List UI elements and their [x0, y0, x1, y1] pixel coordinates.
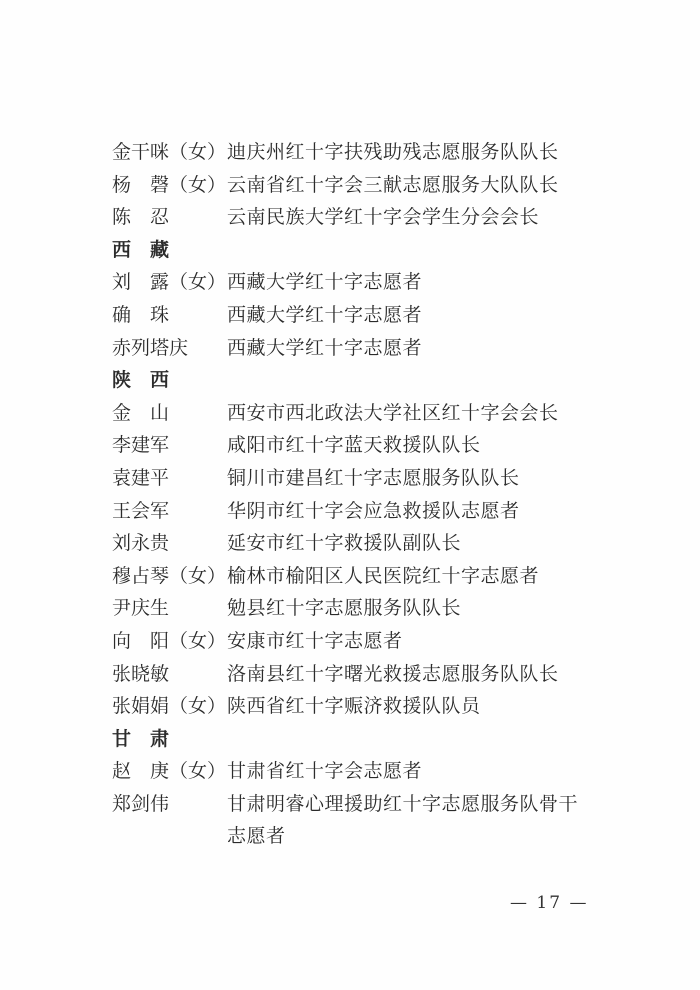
volunteer-name: 陈 忍: [112, 206, 170, 229]
volunteer-name: 金 山: [112, 401, 170, 424]
list-item: [112, 266, 592, 299]
volunteer-name: 刘永贵: [112, 532, 170, 555]
list-item: [112, 332, 592, 365]
volunteer-role: 西藏大学红十字志愿者: [227, 271, 423, 294]
list-item: [112, 690, 592, 723]
volunteer-name: 刘 露（女）: [112, 271, 227, 294]
volunteer-role: 铜川市建昌红十字志愿服务队队长: [227, 466, 520, 489]
list-item: [112, 755, 592, 788]
volunteer-name: 张晓敏: [112, 662, 170, 685]
volunteer-name: 穆占琴（女）: [112, 564, 227, 587]
volunteer-role: 勉县红十字志愿服务队队长: [227, 597, 462, 620]
list-item: [112, 560, 592, 593]
list-item: [112, 495, 592, 528]
volunteer-name: 赵 庚（女）: [112, 760, 227, 783]
volunteer-role: 咸阳市红十字蓝天救援队队长: [227, 434, 481, 457]
list-item: [112, 201, 592, 234]
volunteer-role: 榆林市榆阳区人民医院红十字志愿者: [227, 564, 540, 587]
volunteer-role: 西安市西北政法大学社区红十字会会长: [227, 401, 559, 424]
list-item: [112, 658, 592, 691]
list-item: [112, 169, 592, 202]
volunteer-role: 洛南县红十字曙光救援志愿服务队队长: [227, 662, 559, 685]
volunteer-list: [112, 136, 592, 853]
volunteer-name: 尹庆生: [112, 597, 170, 620]
volunteer-name: 确 珠: [112, 303, 170, 326]
volunteer-name: 张娟娟（女）: [112, 695, 227, 718]
list-item: [112, 136, 592, 169]
page-number: — 17 —: [510, 893, 589, 913]
list-item: [112, 429, 592, 462]
volunteer-name: 袁建平: [112, 466, 170, 489]
volunteer-name: 杨 磬（女）: [112, 173, 227, 196]
volunteer-role: 云南民族大学红十字会学生分会会长: [227, 206, 540, 229]
list-item: [112, 527, 592, 560]
volunteer-role: 云南省红十字会三献志愿服务大队队长: [227, 173, 559, 196]
region-heading: 甘 肃: [112, 727, 170, 750]
volunteer-role: 延安市红十字救援队副队长: [227, 532, 462, 555]
volunteer-role: 甘肃明睿心理援助红十字志愿服务队骨干志愿者: [227, 792, 579, 847]
volunteer-role: 西藏大学红十字志愿者: [227, 336, 423, 359]
list-item: [112, 397, 592, 430]
volunteer-role: 安康市红十字志愿者: [227, 629, 403, 652]
volunteer-name: 李建军: [112, 434, 170, 457]
region-heading: 西 藏: [112, 238, 170, 261]
volunteer-role: 西藏大学红十字志愿者: [227, 303, 423, 326]
list-item: [112, 462, 592, 495]
list-item: [112, 592, 592, 625]
list-item: [112, 788, 592, 853]
volunteer-role: 陕西省红十字赈济救援队队员: [227, 695, 481, 718]
list-item: [112, 625, 592, 658]
volunteer-name: 向 阳（女）: [112, 629, 227, 652]
list-item: [112, 299, 592, 332]
volunteer-name: 王会军: [112, 499, 170, 522]
volunteer-role: 甘肃省红十字会志愿者: [227, 760, 423, 783]
volunteer-role: 华阴市红十字会应急救援队志愿者: [227, 499, 520, 522]
volunteer-role: 迪庆州红十字扶残助残志愿服务队队长: [227, 141, 559, 163]
volunteer-name: 郑剑伟: [112, 792, 170, 815]
volunteer-name: 赤列塔庆: [112, 336, 189, 359]
volunteer-name: 金干咪（女）: [112, 141, 227, 163]
region-heading: 陕 西: [112, 369, 170, 392]
